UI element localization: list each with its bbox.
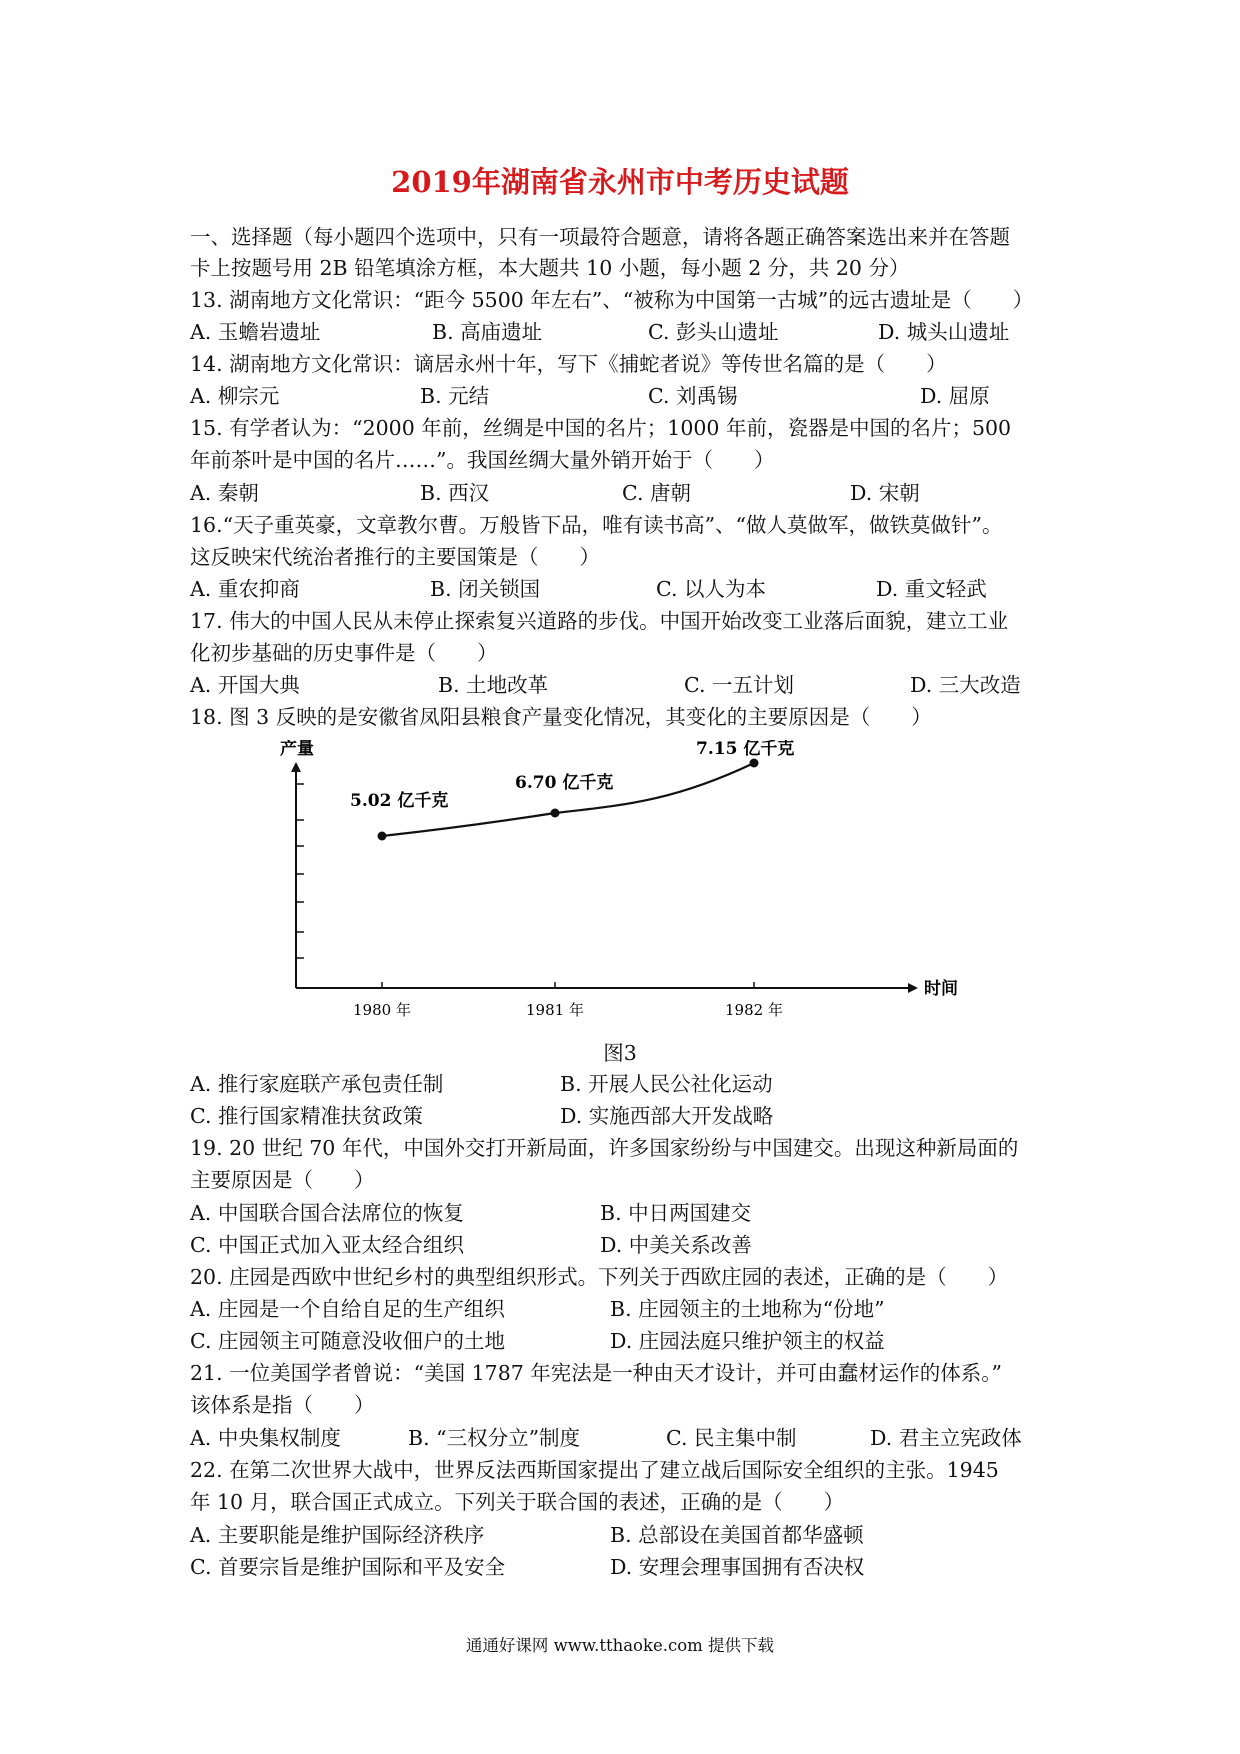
- option-d: D. 实施西部大开发战略: [560, 1104, 774, 1128]
- option-d: D. 中美关系改善: [600, 1233, 752, 1257]
- option-b: B. 元结: [420, 384, 490, 408]
- option-b: B. 总部设在美国首都华盛顿: [610, 1523, 864, 1547]
- option-d: D. 君主立宪政体: [870, 1426, 1022, 1450]
- question-17-line2: 化初步基础的历史事件是（ ）: [190, 641, 498, 665]
- option-a: A. 开国大典: [190, 673, 300, 697]
- option-b: B. 中日两国建交: [600, 1201, 752, 1225]
- option-a: A. 中国联合国合法席位的恢复: [190, 1201, 464, 1225]
- option-c: C. 以人为本: [656, 577, 766, 601]
- option-c: C. 刘禹锡: [648, 384, 738, 408]
- question-21-line2: 该体系是指（ ）: [190, 1393, 375, 1417]
- data-label: 6.70 亿千克: [515, 773, 614, 793]
- y-axis-label: 产量: [280, 740, 314, 759]
- question-19-line1: 19. 20 世纪 70 年代，中国外交打开新局面，许多国家纷纷与中国建交。出现这种新局面的: [190, 1136, 1019, 1160]
- x-tick-label: 1980 年: [353, 1001, 411, 1019]
- option-a: A. 玉蟾岩遗址: [190, 320, 321, 344]
- option-a: A. 重农抑商: [190, 577, 300, 601]
- question-14: 14. 湖南地方文化常识：谪居永州十年，写下《捕蛇者说》等传世名篇的是（ ）: [190, 352, 947, 376]
- option-d: D. 三大改造: [910, 673, 1021, 697]
- option-a: A. 中央集权制度: [190, 1426, 341, 1450]
- question-20: 20. 庄园是西欧中世纪乡村的典型组织形式。下列关于西欧庄园的表述，正确的是（ ）: [190, 1265, 1009, 1289]
- option-d: D. 重文轻武: [876, 577, 987, 601]
- question-16-line2: 这反映宋代统治者推行的主要国策是（ ）: [190, 545, 600, 569]
- option-c: C. 中国正式加入亚太经合组织: [190, 1233, 464, 1257]
- section-instructions-line2: 卡上按题号用 2B 铅笔填涂方框，本大题共 10 小题，每小题 2 分，共 20 分）: [190, 256, 910, 280]
- option-c: C. 一五计划: [684, 673, 794, 697]
- option-a: A. 秦朝: [190, 481, 259, 505]
- option-b: B. 西汉: [420, 481, 490, 505]
- grain-output-chart: [260, 740, 980, 1030]
- option-b: B. 土地改革: [438, 673, 549, 697]
- option-c: C. 庄园领主可随意没收佃户的土地: [190, 1329, 505, 1353]
- x-tick-label: 1982 年: [725, 1001, 783, 1019]
- option-a: A. 主要职能是维护国际经济秩序: [190, 1523, 485, 1547]
- question-16-line1: 16.“天子重英豪，文章教尔曹。万般皆下品，唯有读书高”、“做人莫做军，做铁莫做针”。: [190, 513, 1003, 537]
- option-b: B. 闭关锁国: [430, 577, 541, 601]
- chart-svg: [260, 740, 980, 1030]
- section-instructions-line1: 一、选择题（每小题四个选项中，只有一项最符合题意，请将各题正确答案选出来并在答题: [190, 225, 1010, 249]
- option-c: C. 彭头山遗址: [648, 320, 779, 344]
- question-17-line1: 17. 伟大的中国人民从未停止探索复兴道路的步伐。中国开始改变工业落后面貌，建立工业: [190, 609, 1009, 633]
- chart-caption: 图3: [603, 1041, 637, 1065]
- option-c: C. 唐朝: [622, 481, 691, 505]
- option-c: C. 首要宗旨是维护国际和平及安全: [190, 1555, 505, 1579]
- data-label: 5.02 亿千克: [350, 791, 449, 811]
- option-d: D. 宋朝: [850, 481, 920, 505]
- option-c: C. 民主集中制: [666, 1426, 797, 1450]
- option-b: B. 庄园领主的土地称为“份地”: [610, 1297, 885, 1321]
- option-d: D. 城头山遗址: [878, 320, 1010, 344]
- page-title: 2019年湖南省永州市中考历史试题: [391, 165, 849, 199]
- question-18: 18. 图 3 反映的是安徽省凤阳县粮食产量变化情况，其变化的主要原因是（ ）: [190, 705, 932, 729]
- x-axis-label: 时间: [924, 979, 958, 999]
- y-axis-ticks: [296, 784, 304, 958]
- question-22-line2: 年 10 月，联合国正式成立。下列关于联合国的表述，正确的是（ ）: [190, 1490, 845, 1514]
- data-point: [750, 759, 759, 768]
- question-19-line2: 主要原因是（ ）: [190, 1168, 375, 1192]
- data-point: [378, 832, 387, 841]
- question-13: 13. 湖南地方文化常识：“距今 5500 年左右”、“被称为中国第一古城”的远古遗址是（ ）: [190, 288, 1034, 312]
- option-d: D. 屈原: [920, 384, 990, 408]
- data-label: 7.15 亿千克: [696, 740, 795, 759]
- data-point: [551, 809, 560, 818]
- footer-download-note: 通通好课网 www.tthaoke.com 提供下载: [465, 1636, 775, 1655]
- option-a: A. 推行家庭联产承包责任制: [190, 1072, 444, 1096]
- question-15-line2: 年前茶叶是中国的名片……”。我国丝绸大量外销开始于（ ）: [190, 448, 775, 472]
- question-22-line1: 22. 在第二次世界大战中，世界反法西斯国家提出了建立战后国际安全组织的主张。1945: [190, 1458, 999, 1482]
- question-15-line1: 15. 有学者认为：“2000 年前，丝绸是中国的名片；1000 年前，瓷器是中国的名片；500: [190, 416, 1012, 440]
- option-d: D. 庄园法庭只维护领主的权益: [610, 1329, 885, 1353]
- question-21-line1: 21. 一位美国学者曾说：“美国 1787 年宪法是一种由天才设计，并可由蠢材运作的体系。”: [190, 1361, 1003, 1385]
- option-a: A. 柳宗元: [190, 384, 280, 408]
- option-d: D. 安理会理事国拥有否决权: [610, 1555, 865, 1579]
- x-tick-label: 1981 年: [526, 1001, 584, 1019]
- option-b: B. 开展人民公社化运动: [560, 1072, 773, 1096]
- option-b: B. 高庙遗址: [432, 320, 543, 344]
- option-a: A. 庄园是一个自给自足的生产组织: [190, 1297, 505, 1321]
- option-c: C. 推行国家精准扶贫政策: [190, 1104, 423, 1128]
- option-b: B. “三权分立”制度: [408, 1426, 581, 1450]
